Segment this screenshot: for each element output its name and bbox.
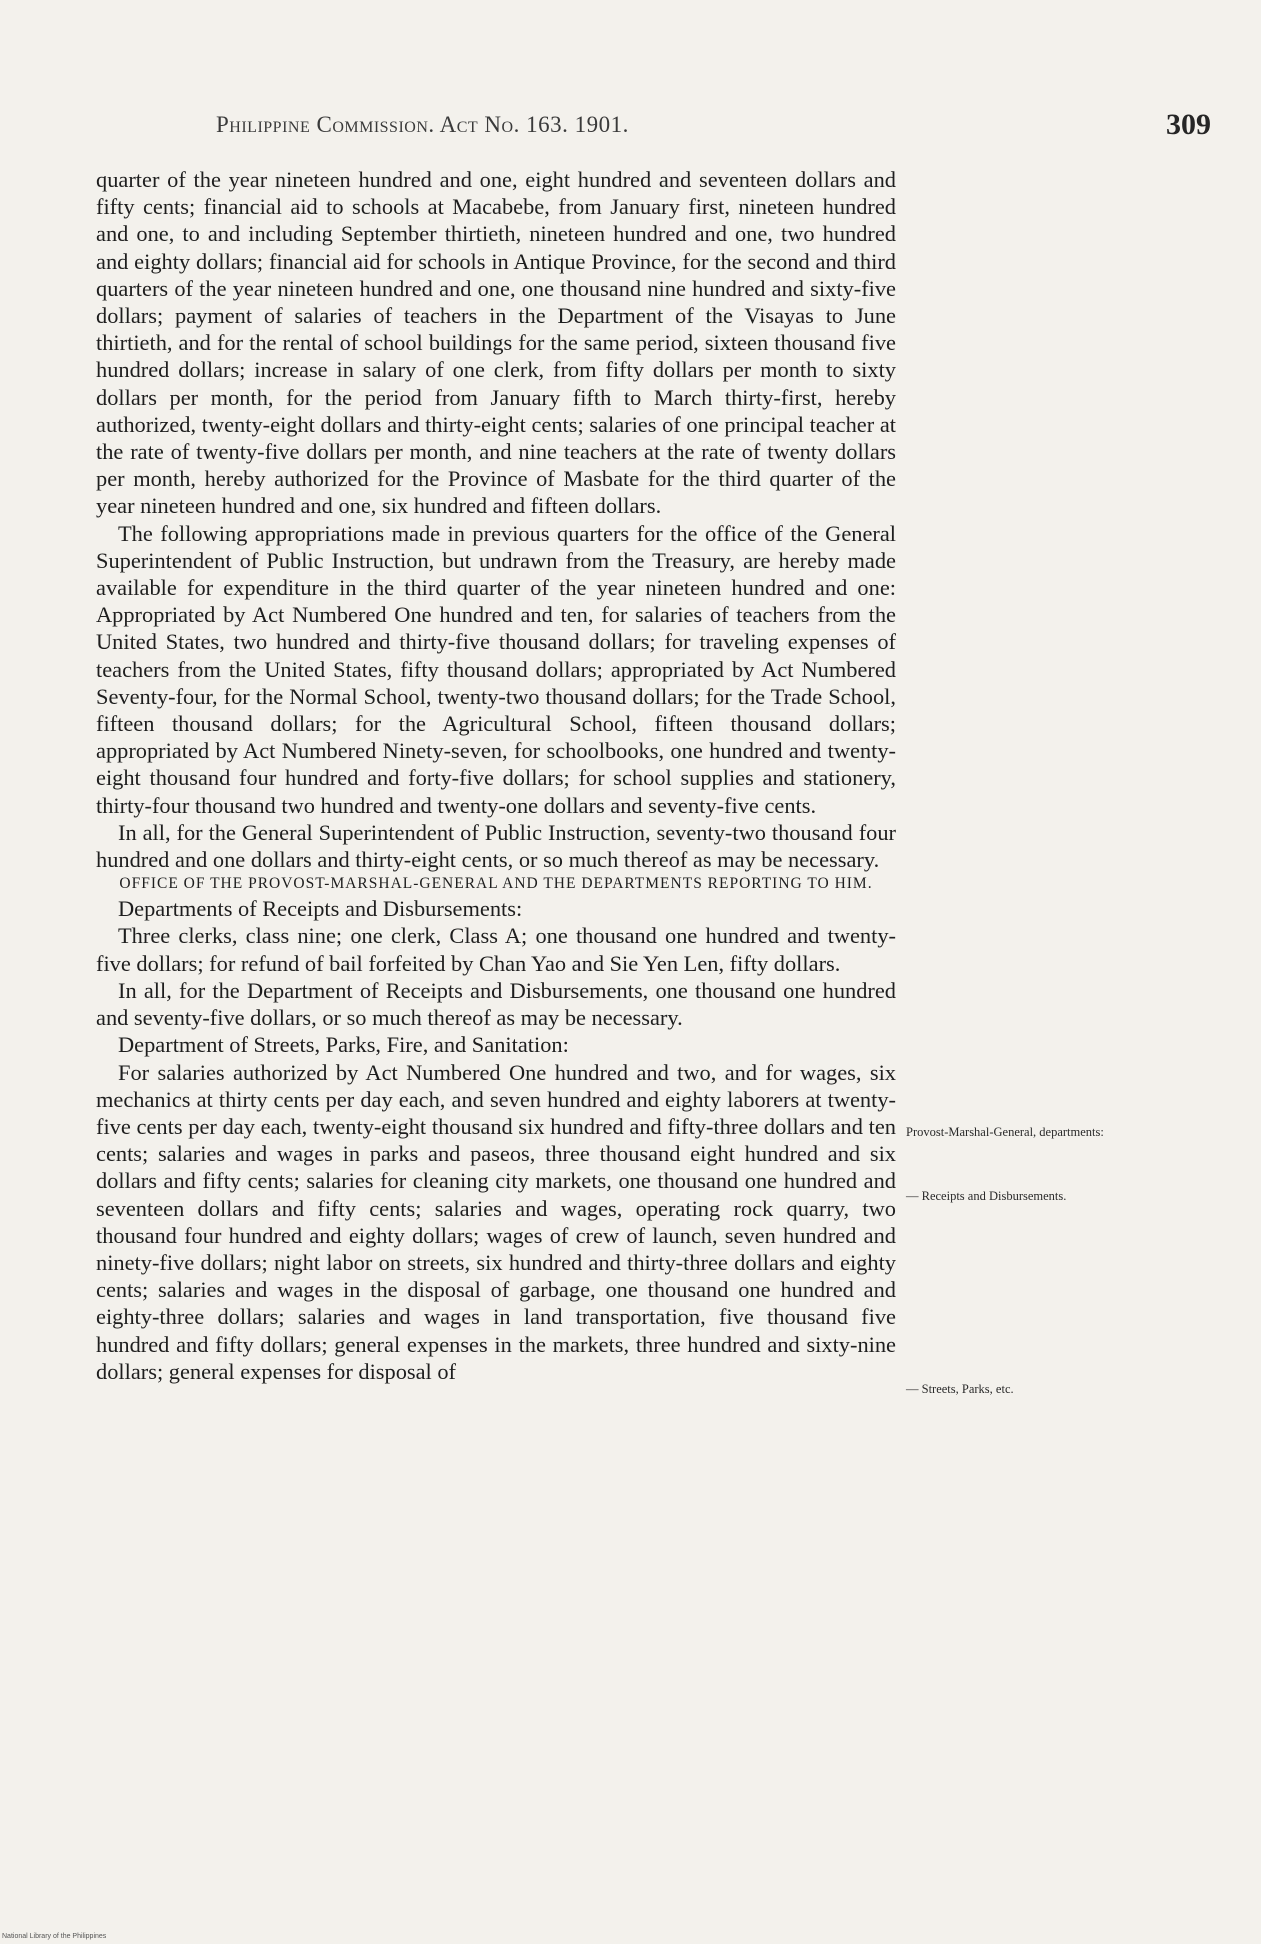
paragraph-3: In all, for the General Superintendent of Public Instruction, seventy-two thousand four hundred and one dollars and thirty-eight cents, or so much thereof as may be necessary.: [96, 819, 896, 873]
body-text: [96, 166, 896, 1385]
margin-note-receipts: — Receipts and Disbursements.: [906, 1189, 1067, 1203]
running-title: Philippine Commission. Act No. 163. 1901.: [216, 112, 629, 137]
paragraph-8: For salaries authorized by Act Numbered One hundred and two, and for wages, six mechanics at thirty cents per day each, and seven hundred and eighty laborers at twenty-five cents per day each, twenty-eight thousand six hundred and fifty-three dollars and ten cents; salaries and wages in parks and paseos, three thousand eight hundred and six dollars and fifty cents; salaries for cleaning city markets, one thousand one hundred and seventeen dollars and fifty cents; salaries and wages, operating rock quarry, two thousand four hundred and eighty dollars; wages of crew of launch, seven hundred and ninety-five dollars; night labor on streets, six hundred and thirty-three dollars and eighty cents; salaries and wages in the disposal of garbage, one thousand one hundred and eighty-three dollars; salaries and wages in land transportation, five thousand five hundred and fifty dollars; general expenses in the markets, three hundred and sixty-nine dollars; general expenses for disposal of: [96, 1059, 896, 1384]
margin-note-streets: — Streets, Parks, etc.: [906, 1382, 1014, 1396]
margin-note-provost: Provost-Marshal-General, departments:: [906, 1125, 1104, 1139]
running-head: [96, 108, 1211, 152]
paragraph-6: In all, for the Department of Receipts and Disbursements, one thousand one hundred and seventy-five dollars, or so much thereof as may be necessary.: [96, 977, 896, 1031]
paragraph-5: Three clerks, class nine; one clerk, Class A; one thousand one hundred and twenty-five dollars; for refund of bail forfeited by Chan Yao and Sie Yen Len, fifty dollars.: [96, 923, 896, 976]
paragraph-1: quarter of the year nineteen hundred and one, eight hundred and seventeen dollars and fifty cents; financial aid to schools at Macabebe, from January first, nineteen hundred and one, to and including September thirtieth, nineteen hundred and one, two hundred and eighty dollars; financial aid for schools in Antique Province, for the second and third quarters of the year nineteen hundred and one, one thousand nine hundred and sixty-five dollars; payment of salaries of teachers in the Department of the Visayas to June thirtieth, and for the rental of school buildings for the same period, sixteen thousand five hundred dollars; increase in salary of one clerk, from fifty dollars per month to sixty dollars per month, for the period from January fifth to March thirty-first, hereby authorized, twenty-eight dollars and thirty-eight cents; salaries of one principal teacher at the rate of twenty-five dollars per month, and nine teachers at the rate of twenty dollars per month, hereby authorized for the Province of Masbate for the third quarter of the year nineteen hundred and one, six hundred and fifteen dollars.: [96, 167, 896, 519]
footer-credit: National Library of the Philippines: [2, 1933, 107, 1940]
paragraph-4: Departments of Receipts and Disbursements:: [118, 896, 523, 922]
paragraph-2: The following appropriations made in previous quarters for the office of the General Superintendent of Public Instruction, but undrawn from the Treasury, are hereby made available for expenditure in the third quarter of the year nineteen hundred and one: Appropriated by Act Numbered One hundred and ten, for salaries of teachers from the United States, two hundred and thirty-five thousand dollars; for traveling expenses of teachers from the United States, fifty thousand dollars; appropriated by Act Numbered Seventy-four, for the Normal School, twenty-two thousand dollars; for the Trade School, fifteen thousand dollars; for the Agricultural School, fifteen thousand dollars; appropriated by Act Numbered Ninety-seven, for schoolbooks, one hundred and twenty-eight thousand four hundred and forty-five dollars; for school supplies and stationery, thirty-four thousand two hundred and twenty-one dollars and seventy-five cents.: [96, 520, 896, 818]
paragraph-7: Department of Streets, Parks, Fire, and Sanitation:: [118, 1032, 569, 1058]
page-number: 309: [1166, 108, 1211, 141]
section-heading: OFFICE OF THE PROVOST-MARSHAL-GENERAL AND THE DEPARTMENTS REPORTING TO HIM.: [119, 875, 873, 893]
